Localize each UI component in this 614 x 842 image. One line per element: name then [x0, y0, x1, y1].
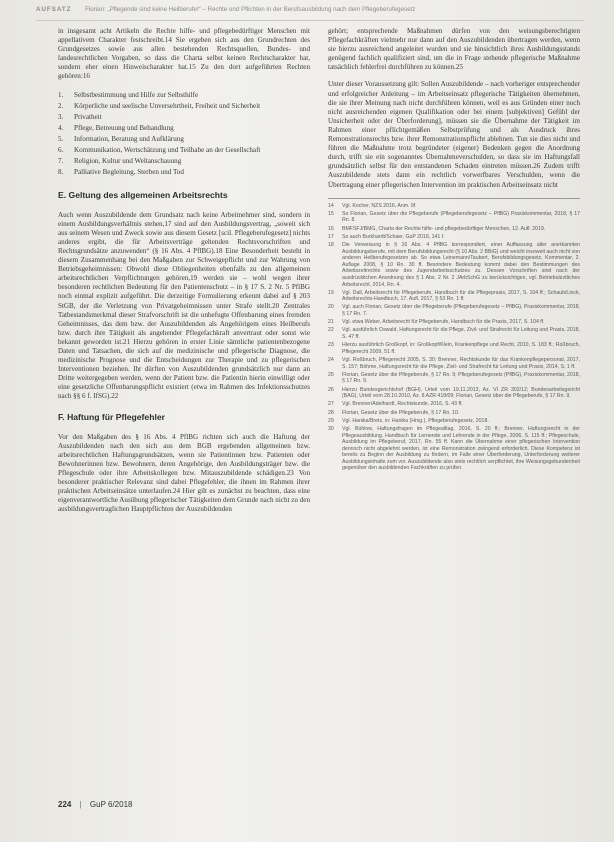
intro-paragraph: in insgesamt acht Artikeln die Rechte hilfe- und pflegebedürftiger Menschen mit appellativem Charakter festschreibt.14 Sie ergeben sich aus den Grundrechten des Grundgesetzes sowie aus allen bestehenden Rechtsquellen, Bundes- und landesrechtlichen Vorgaben, so dass die Charta selbst keinen Rechtscharakter hat, sondern eher einen Hinweischarakter hat.15 Zu den dort aufgeführten Rechten gehören:16: [58, 27, 310, 81]
footnote: 15 So Florian, Gesetz über die Pflegeberufe (Pflegeberufegesetz – PflBG) Praxiskommentar, 2018, § 17 Rn. 8.: [328, 210, 580, 224]
list-item: 3. Privatheit: [58, 112, 102, 121]
page-footer: [58, 800, 132, 809]
rights-list: [58, 90, 310, 178]
paragraph-f: Vor den Maßgaben des § 16 Abs. 4 PflBG richten sich auch die Haftung der Auszubildenden nach den sich aus dem BGB ergebenden allgemeinen bzw. arbeitsrechtlichen Haftungsgrundsätzen, wenn sie Patientinnen bzw. Patienten oder Bewohnerinnen bzw. Bewohnern, deren Angehörige, den Ausbildungsträger bzw. die Pflegeschule oder ihre Arbeitskollegen bzw. Mitauszubildende schädigen.23 Von besonderer praktischer Relevanz sind dabei Pflegefehler, die ihnen im Rahmen ihrer praktischen Arbeitseinsätze unterlaufen.24 Hier gilt es zunächst zu beachten, dass eine eigenverantwortliche Ausübung pflegerischer Tätigkeiten dem Grunde nach nicht zu den ausbildungsvertraglichen Hauptpflichten der Auszubildenden: [58, 432, 310, 514]
paragraph-remonstration: Unter dieser Voraussetzung gilt: Sollen Auszubildende – nach vorheriger entsprechender und erfolgreicher Anleitung – im Arbeitseinsatz pflegerische Tätigkeiten übernehmen, die sie ihrer Meinung nach nicht durchführen können, weil es aus Gründen einer noch nicht ausreichenden eigenen Qualifikation oder bei einem [subjektiven] Gefühl der Unsicherheit oder der Überforderung], müssen sie die Übernahme der Tätigkeit im Rahmen einer pflichtgemäßen Selbstprüfung und als Ausdruck ihres Remonstrationsrechts bzw. ihrer Remonstrationspflicht ablehnen. Tun sie dies nicht und führen die Maßnahme trotz begründeter (eigener) Bedenken gegen die Anordnung durch, trifft sie ein sogenanntes Übernahmeverschulden, so dass sie im Haftungsfall grundsätzlich selbst für den entstandenen Schaden eintreten müssen.26 Zudem trifft Auszubildende stets dann ein rechtlich vorwerfbares Verschulden, wenn die Übertragung einer pflegerischen Intervention im praktischen Arbeitseinsatz nicht: [328, 80, 580, 189]
list-item: 6. Kommunikation, Wertschätzung und Teilhabe an der Gesellschaft: [58, 145, 261, 154]
footnote: 24 Vgl. Roßbruch, Pflegerecht 2005, S. 30; Brenner, Rechtskunde für das Krankenpflegepersonal, 2017, S. 157; Böhme, Haftungsrecht für die Pflege, Zivil- und Strafrecht für Leitung und Praxis, 2014, S. 1 ff.: [328, 357, 580, 370]
footnote: 19 Vgl. Dall, Arbeitsrecht für Pflegeberufe, Handbuch für die Pflegepraxis, 2017, S. 104 ff.; Schaub/Linck, Arbeitsrechts-Handbuch, 17. Aufl. 2017, § 53 Rn. 1 ff.: [328, 289, 580, 303]
footnote: 23 Hierzu ausführlich Großkopf, in: Großkopf/Klein, Krankenpflege und Recht, 2010, S. 183 ff.; Roßbruch, Pflegerecht 2009, 51 ff.: [328, 342, 580, 355]
footnote: 16 BMFSFJ/BMG, Charta der Rechte hilfe- und pflegebedürftiger Menschen, 12. Aufl. 2019.: [328, 225, 546, 232]
footnote: 30 Vgl. Bühlow, Haftungsfragen im Pflegealltag, 2016, S. 20 ff.; Brenner, Haftungsrecht in der Pflegeausbildung, Handbuch für Lernende und Lehrende in der Pflege, 2006, S. 115 ff.; Pflegeschule, Ausbildung im Pflegeberuf, 2017, Rn. 55 ff. Kann die Übernahme einer pflegerischen Intervention dennoch nicht abgelehnt werden, ist eine Remonstration zwingend erforderlich. Diese Kompetenz ist bereits zu Beginn der Ausbildung zu fördern, im Falle einer Überforderung, Unterforderung weiterer Ausbildungsinhalte zum vor. Auszubildende also stets rechtlich verpflichtet, ihre Weisungsgebundenheit gegenüber den ausbildenden Fachkräften zu prüfen.: [328, 425, 580, 472]
list-item: 7. Religion, Kultur und Weltanschauung: [58, 156, 182, 165]
footnote: 20 Vgl. auch Florian, Gesetz über die Pflegeberufe (Pflegeberufegesetz – PflBG), Praxiskommentar, 2018, § 17 Rn. 7.: [328, 304, 580, 318]
header-rule: [36, 20, 584, 21]
list-item: 5. Information, Beratung und Aufklärung: [58, 134, 184, 143]
list-item: 1. Selbstbestimmung und Hilfe zur Selbsthilfe: [58, 90, 199, 99]
footnote: 21 Vgl. etwa Weber, Arbeitsrecht für Pflegeberufe, Handbuch für die Praxis, 2017, S. 104 ff.: [328, 319, 545, 326]
right-column: [328, 27, 580, 474]
footer-separator: |: [79, 800, 82, 809]
running-title: Florian: „Pflegende sind keine Heilberufe!“ – Rechte und Pflichten in der Berufsausbildung nach dem Pflegeberufegesetz: [85, 6, 416, 13]
footnotes: [328, 198, 580, 472]
journal-issue: GuP 6/2018: [89, 800, 133, 809]
footnote: 29 Vgl. Hanika/Bretz, in: Hanika (Hrsg.), Pflegeberufegesetz, 2018.: [328, 417, 489, 424]
footnote: 14 Vgl. Kocher, NZS 2016, Anm. 9f.: [328, 202, 417, 209]
list-item: 4. Pflege, Betreuung und Behandlung: [58, 123, 174, 132]
footnote: 18 Die Verweisung in § 16 Abs. 4 PflBG korrespondiert, einer Auffassung aller anerkannten Ausbildungsberufe, mit dem Berufsbildungsrecht (§ 10 Abs. 2 BBiG) und weicht insoweit auch nicht von anderen Heilberufegesetzen ab. So etwa Leinemann/Taubert, Berufsbildungsgesetz, Kommentar, 2. Auflage 2008, § 10 Rn. 30 ff. Besondere Bedeutung kommt dabei den Bestimmungen des Arbeitszeitrechts sowie des Jugendarbeitsschutzes zu. Dessen Vorschriften sind nach der ausdrücklichen Anordnung des § 1 Abs. 2 Nr. 2 JArbSchG zu berücksichtigen, vgl. Betriebsärztliches Arbeitsrecht, 2014, Rn. 4.: [328, 241, 580, 288]
footnote: 26 Hierzu Bundesgerichtshof (BGH), Urteil vom 19.11.2013, Az. VI ZR 302/12; Bundesarbeitsgericht (BAG), Urteil vom 28.10.2010, Az. 8 AZR 418/09; Florian, Gesetz über die Pflegeberufe, § 17 Rn. 9.: [328, 386, 580, 400]
left-column: [58, 27, 310, 522]
paragraph-e: Auch wenn Auszubildende dem Grundsatz nach keine Arbeitnehmer sind, sondern in einem Ausbildungsverhältnis stehen,17 sind auf den Ausbildungsvertrag, „soweit sich aus seinem Wesen und Zweck sowie aus diesem Gesetz [scil. Pflegeberufegesetz] nichts anderes ergibt, die für Arbeitsverträge geltenden Rechtsvorschriften und Rechtsgrundsätze anzuwenden“ (§ 16 Abs. 4 PflBG).18 Eine Besonderheit besteht in diesem Zusammenhang bei den Maßgaben zur Schweigepflicht und zur Wahrung von Betriebsgeheimnissen: Obwohl diese Obliegenheiten ebenfalls zu den allgemeinen arbeitsrechtlichen Verpflichtungen gehören,19 werden sie – wohl wegen ihrer besonderen rechtlichen Bedeutung für den Patientenschutz – in § 17 S. 2 Nr. 5 PflBG noch einmal explizit aufgeführt. Die derzeitige Formulierung erkennt dabei auf § 203 StGB, der die Verletzung von Privatgeheimnissen unter Strafe stellt.20 Zentrales Tatbestandsmerkmal dieser Strafvorschrift ist die unbefugte Offenbarung eines fremden Geheimnisses, das dem bzw. der Auszubildenden als Angehörigem eines Heilberufs bzw. durch ihre Tätigkeit als angehender Pflegefachkraft anvertraut oder sonst wie bekannt geworden ist.21 Hierzu gehören in erster Linie sämtliche patientenbezogene Daten und Tatsachen, die sich auf die medizinische und pflegerische Diagnose, die medizinische Prognose und die Entscheidungen zur Therapie und zu pflegerischen Interventionen beziehen. Ihr dürften von Auszubildenden grundsätzlich nur dann an Dritte weitergegeben werden, wenn der Patient bzw. die Patientin hierin einwilligt oder eine gesetzliche Offenbarungspflicht existiert (etwa im Rahmen des Infektionsschutzes nach §§ 6 f. IfSG).22: [58, 210, 310, 401]
list-item: 2. Körperliche und seelische Unversehrtheit, Freiheit und Sicherheit: [58, 101, 261, 110]
section-heading-e: E. Geltung des allgemeinen Arbeitsrechts: [58, 189, 228, 200]
paragraph-continued: gehört; entsprechende Maßnahmen dürfen von den weisungsberechtigten Pflegefachkräften vielmehr nur dann auf den Auszubildenden übertragen werden, wenn sie hierzu ausreichend angeleitet wurden und sie hinsichtlich ihres Ausbildungsstands genügend fachlich qualifiziert sind, um die in Frage stehende pflegerische Maßnahme tatsächlich fehlerfrei durchführen zu können.25: [328, 27, 580, 72]
footnote: 28 Florian, Gesetz über die Pflegeberufe, § 17 Rn. 10.: [328, 409, 460, 416]
section-label: AUFSATZ: [36, 6, 72, 13]
footnote: 17 So auch Burkhardt/Schaer, GuP 2018, 141 f.: [328, 233, 445, 240]
running-header: [36, 6, 596, 18]
page-number: 224: [58, 800, 72, 809]
section-heading-f: F. Haftung für Pflegefehler: [58, 411, 165, 422]
footnote: 27 Vgl. Brenner/Adelhardt, Rechtskunde, 2016, S. 43 ff.: [328, 401, 463, 408]
footnote: 25 Florian, Gesetz über die Pflegeberufe, § 17 Rn. 9; Pflegeberufegesetz (PflBG), Praxiskommentar, 2018, § 17 Rn. 9.: [328, 371, 580, 385]
footnote: 22 Vgl. ausführlich Oswald, Haftungsrecht für die Pflege, Zivil- und Strafrecht für Leitung und Praxis, 2018, S. 47 ff.: [328, 327, 580, 341]
list-item: 8. Palliative Begleitung, Sterben und Tod: [58, 167, 184, 176]
